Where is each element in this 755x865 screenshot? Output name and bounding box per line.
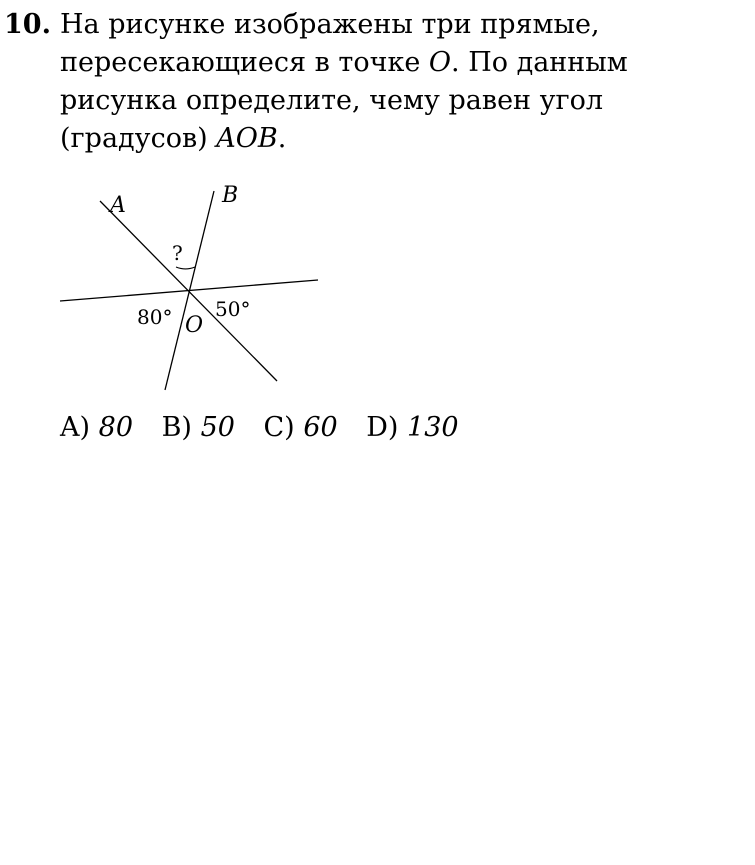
problem-line-1-text: На рисунке изображены три прямые, [60,9,600,40]
problem-line-3-text: рисунка определите, чему равен угол [60,85,604,116]
angle-aob-arc [176,267,195,269]
problem-line-3 [60,82,660,120]
problem-line-1 [60,6,660,44]
answer-option-b[interactable] [162,408,235,448]
angle-label-80: 80° [137,305,173,329]
label-b: B [222,183,239,208]
problem-line-4 [60,120,660,158]
answer-d-letter: D) [366,412,399,443]
answer-option-d[interactable] [366,408,458,448]
line-ob [165,191,214,390]
answer-options [60,408,479,448]
answer-c-letter: C) [263,412,295,443]
problem-line-2-text: пересекающиеся в точке [60,47,429,78]
angle-aob-mention: AOB [216,123,278,154]
answer-d-value: 130 [407,412,459,443]
problem-line-2 [60,44,660,82]
question-mark: ? [172,241,183,265]
geometry-figure [40,170,340,400]
point-o-mention: O [428,47,452,78]
label-a: A [110,193,126,218]
answer-b-letter: B) [161,412,192,443]
angle-label-50: 50° [215,297,251,321]
problem-statement [60,6,660,158]
answer-option-c[interactable] [264,408,338,448]
answer-a-value: 80 [98,412,133,443]
answer-b-value: 50 [200,412,235,443]
answer-c-value: 60 [303,412,338,443]
answer-option-a[interactable] [60,408,133,448]
label-o: O [185,313,204,338]
problem-line-4-text: (градусов) [60,123,217,154]
problem-number: 10. [4,9,51,40]
problem-line-2-tail: . По данным [451,47,628,78]
problem-line-4-tail: . [277,123,287,154]
answer-a-letter: A) [60,412,91,443]
line-oa [100,201,277,381]
